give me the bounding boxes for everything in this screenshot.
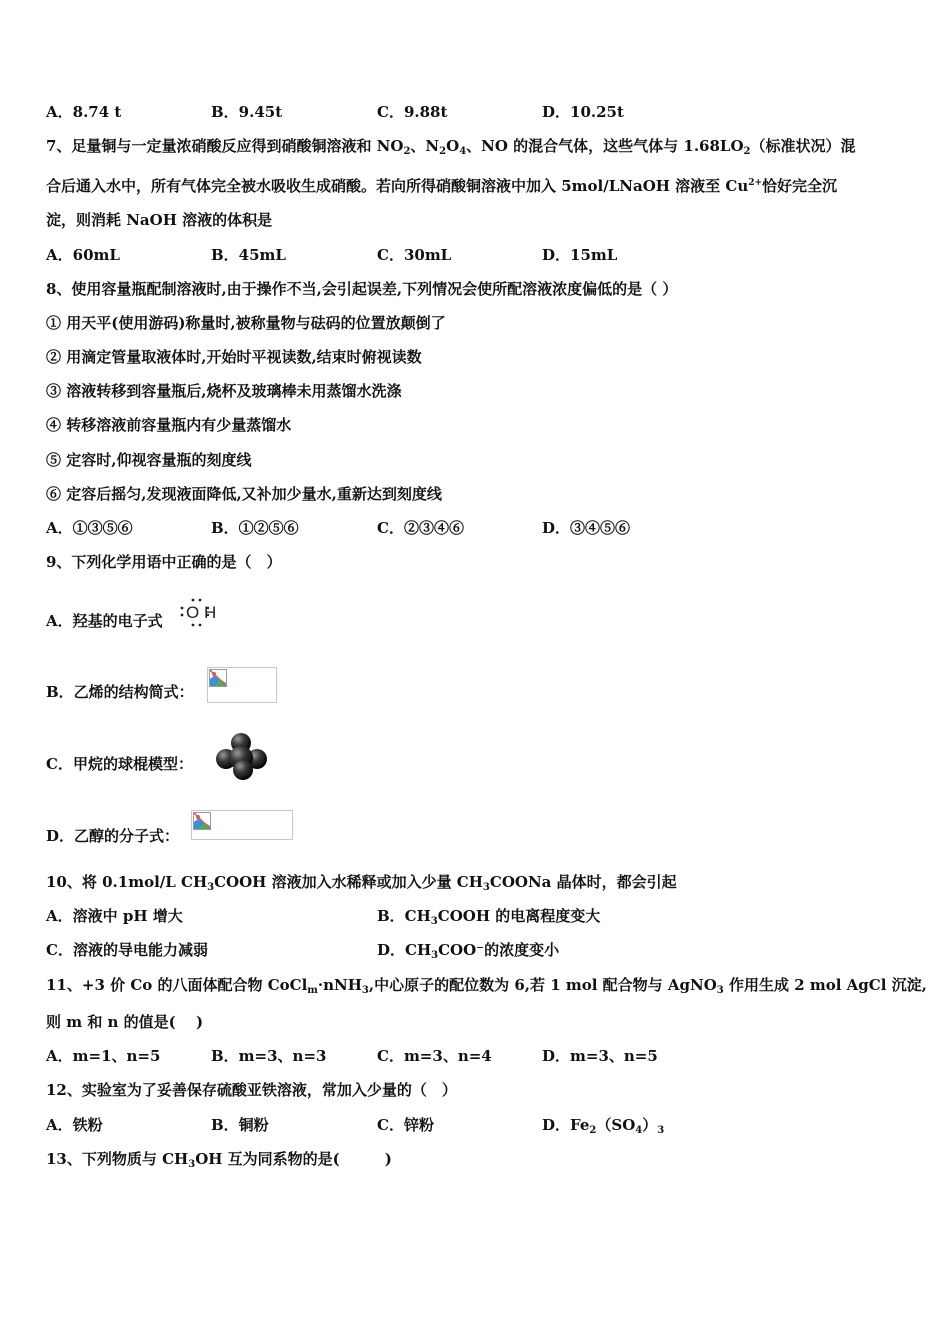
q11-option-d: D．m=3、n=5 — [542, 1047, 658, 1065]
q11-stem-line-1: 11、+3 价 Co 的八面体配合物 CoCl$_m$·nNH$_3$,中心原子的配位数为 6,若 1 mol 配合物与 AgNO$_3$ 作用生成 2 mol AgCl 沉淀, — [46, 976, 927, 996]
q8-item-5: ⑤ 定容时,仰视容量瓶的刻度线 — [46, 451, 252, 469]
q8-option-a: A．①③⑤⑥ — [46, 519, 133, 537]
q7-option-c: C．30mL — [377, 246, 452, 264]
q9-option-a: A．羟基的电子式 — [46, 612, 163, 630]
q10-option-c: C．溶液的导电能力减弱 — [46, 941, 208, 959]
q10-option-b: B．$CH_3COOH$ 的电离程度变大 — [377, 907, 601, 927]
q7-option-d: D．15mL — [542, 246, 618, 264]
q6-option-c: C．9.88t — [377, 103, 448, 121]
q8-option-b: B．①②⑤⑥ — [211, 519, 299, 537]
q11-stem-line-2: 则 m 和 n 的值是( ) — [46, 1013, 204, 1031]
q8-item-3: ③ 溶液转移到容量瓶后,烧杯及玻璃棒未用蒸馏水洗涤 — [46, 382, 402, 400]
q12-stem: 12、实验室为了妥善保存硫酸亚铁溶液，常加入少量的（ ） — [46, 1081, 457, 1099]
methane-ball-model — [213, 730, 271, 782]
q8-option-c: C．②③④⑥ — [377, 519, 464, 537]
electron-dot — [192, 599, 195, 602]
q8-option-d: D．③④⑤⑥ — [542, 519, 631, 537]
electron-dot — [199, 624, 202, 627]
q7-stem-line-3: 淀，则消耗 NaOH 溶液的体积是 — [46, 211, 273, 229]
q10-option-d: D．$CH_3COO^-$的浓度变小 — [377, 941, 560, 961]
broken-image-ethanol — [191, 810, 293, 840]
q6-option-b: B．9.45t — [211, 103, 283, 121]
q11-option-b: B．m=3、n=3 — [211, 1047, 327, 1065]
q10-stem: 10、将 0.1mol/L $CH_3COOH$ 溶液加入水稀释或加入少量 $CH_3COONa$ 晶体时，都会引起 — [46, 873, 677, 893]
oxygen-hydrogen-label: O H — [186, 603, 217, 622]
hydrogen-ball — [233, 760, 253, 780]
q9-stem: 9、下列化学用语中正确的是（ ） — [46, 553, 282, 571]
q6-option-d: D．10.25t — [542, 103, 624, 121]
hydroxyl-electron-formula — [176, 595, 232, 631]
q7-stem-line-1: 7、足量铜与一定量浓硝酸反应得到硝酸铜溶液和 $NO_2$、$N_2O_4$、NO 的混合气体，这些气体与 $1.68LO_2$（标准状况）混 — [46, 137, 856, 157]
q12-option-d: D．$Fe_2(SO_4)_3$ — [542, 1116, 665, 1136]
q7-option-a: A．60mL — [46, 246, 120, 264]
electron-dot — [199, 599, 202, 602]
q9-option-b: B．乙烯的结构简式： — [46, 683, 194, 701]
q11-option-a: A．m=1、n=5 — [46, 1047, 161, 1065]
q12-option-a: A．铁粉 — [46, 1116, 103, 1134]
q8-item-1: ① 用天平(使用游码)称量时,被称量物与砝码的位置放颠倒了 — [46, 314, 446, 332]
q7-option-b: B．45mL — [211, 246, 286, 264]
q13-stem: 13、下列物质与 $CH_3OH$ 互为同系物的是( ) — [46, 1150, 392, 1170]
broken-image-icon — [193, 812, 211, 830]
q7-stem-line-2: 合后通入水中，所有气体完全被水吸收生成硝酸。若向所得硝酸铜溶液中加入 5mol/LNaOH 溶液至 $Cu^{2+}$恰好完全沉 — [46, 177, 838, 195]
electron-dot — [181, 607, 184, 610]
q9-option-d: D．乙醇的分子式： — [46, 827, 180, 845]
electron-dot — [181, 614, 184, 617]
q11-option-c: C．m=3、n=4 — [377, 1047, 492, 1065]
broken-image-ethylene — [207, 667, 277, 703]
electron-dot — [192, 624, 195, 627]
q12-option-c: C．锌粉 — [377, 1116, 434, 1134]
q10-option-a: A．溶液中 pH 增大 — [46, 907, 183, 925]
q8-item-6: ⑥ 定容后摇匀,发现液面降低,又补加少量水,重新达到刻度线 — [46, 485, 442, 503]
q8-item-2: ② 用滴定管量取液体时,开始时平视读数,结束时俯视读数 — [46, 348, 422, 366]
q8-item-4: ④ 转移溶液前容量瓶内有少量蒸馏水 — [46, 416, 292, 434]
broken-image-icon — [209, 669, 227, 687]
q8-stem: 8、使用容量瓶配制溶液时,由于操作不当,会引起误差,下列情况会使所配溶液浓度偏低的是（ ） — [46, 280, 678, 298]
q12-option-b: B．铜粉 — [211, 1116, 269, 1134]
q9-option-c: C．甲烷的球棍模型： — [46, 755, 193, 773]
q6-option-a: A．8.74 t — [46, 103, 122, 121]
